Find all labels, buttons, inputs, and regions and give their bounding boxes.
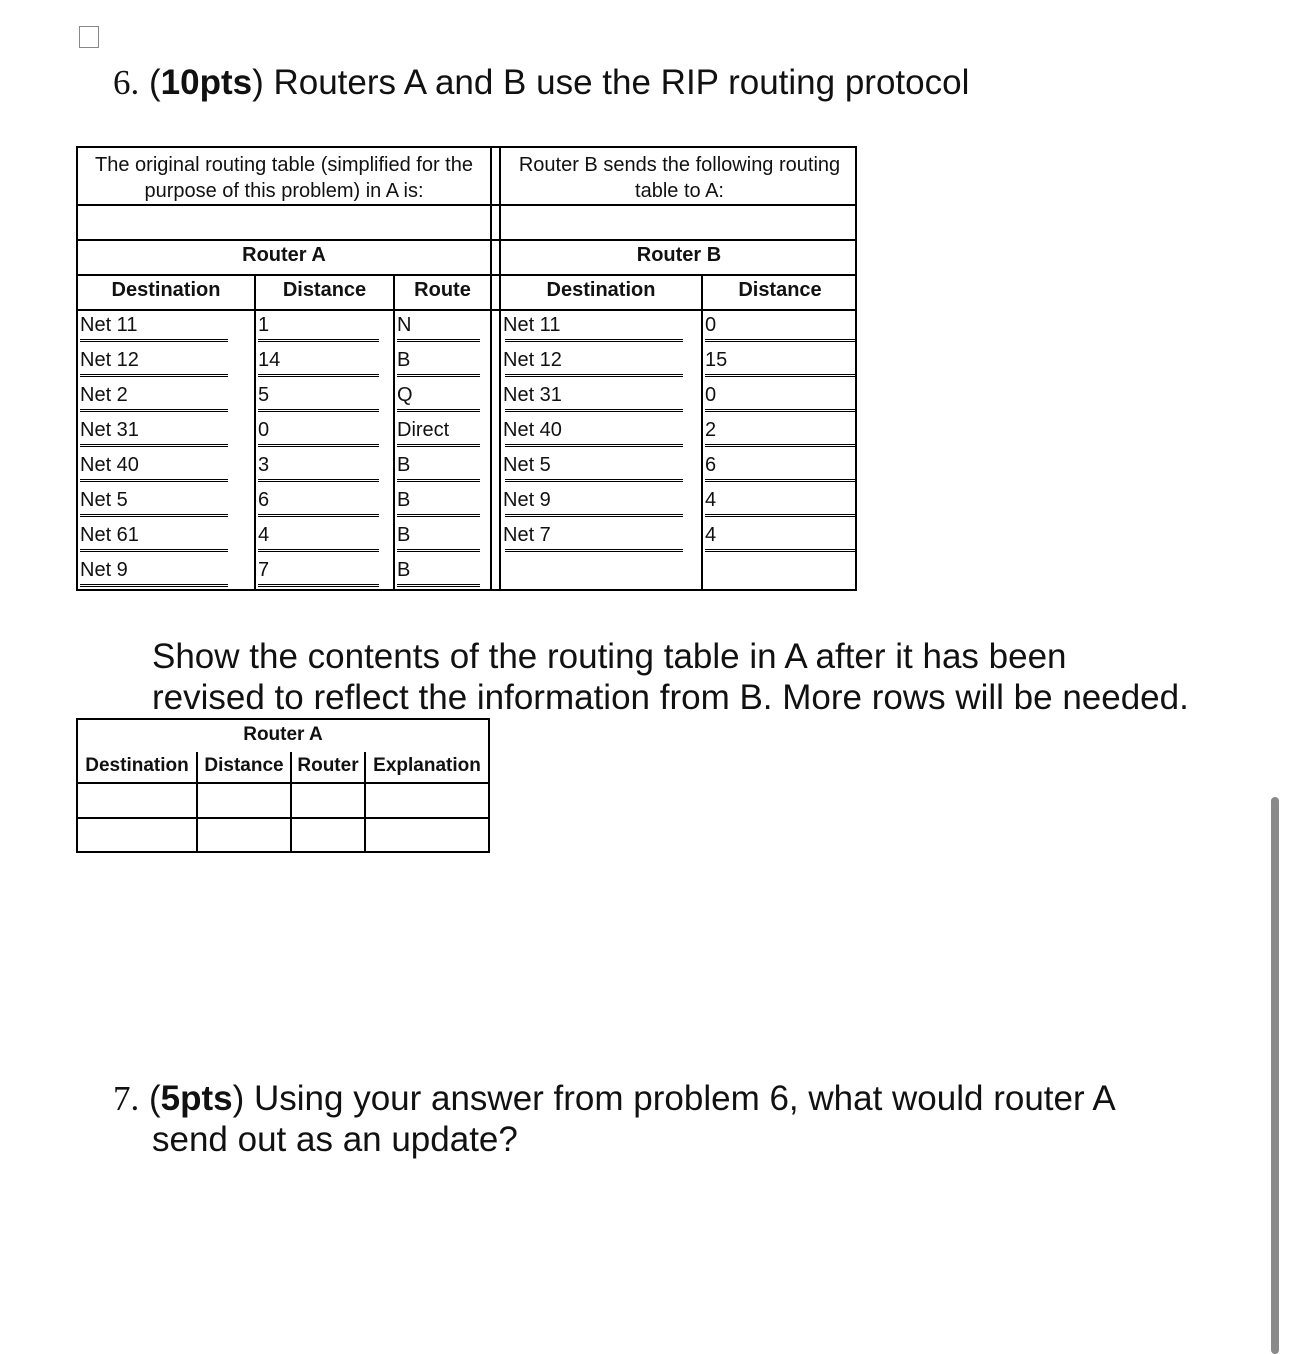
- cell-underline: [705, 549, 855, 552]
- cell-underline: [397, 444, 480, 447]
- cell-underline: [258, 409, 379, 412]
- answer-cell[interactable]: [78, 784, 196, 817]
- router-a-header-route: Route: [414, 279, 471, 301]
- answer-header-explanation: Explanation: [373, 755, 481, 776]
- answer-routing-table: [76, 718, 490, 853]
- router-a-cell: Net 12: [80, 349, 139, 371]
- cell-underline: [258, 514, 379, 517]
- cell-underline: [705, 444, 855, 447]
- answer-cell[interactable]: [198, 819, 290, 851]
- router-a-cell: 1: [258, 314, 270, 336]
- router-b-header-destination: Destination: [546, 279, 656, 301]
- cell-underline: [397, 339, 480, 342]
- question-7-text-line-1: Using your answer from problem 6, what would router A: [244, 1079, 1116, 1118]
- instruction-line-1: Show the contents of the routing table in A after it has been: [152, 637, 1067, 676]
- router-b-cell: 0: [705, 384, 717, 406]
- router-b-cell: 4: [705, 489, 717, 511]
- instruction-line-2: revised to reflect the information from B. More rows will be needed.: [152, 678, 1189, 717]
- cell-underline: [705, 514, 855, 517]
- cell-underline: [505, 549, 683, 552]
- router-a-header-distance: Distance: [282, 279, 367, 301]
- router-a-cell: B: [397, 349, 411, 371]
- cell-underline: [505, 409, 683, 412]
- router-a-cell: 14: [258, 349, 281, 371]
- cell-underline: [505, 514, 683, 517]
- router-a-cell: Net 40: [80, 454, 139, 476]
- cell-underline: [397, 409, 480, 412]
- answer-cell[interactable]: [78, 819, 196, 851]
- cell-underline: [258, 339, 379, 342]
- routing-comparison-table: [76, 146, 857, 591]
- router-a-cell: Net 9: [80, 559, 128, 581]
- answer-header-distance: Distance: [204, 755, 284, 776]
- question-6-text: Routers A and B use the RIP routing protocol: [263, 63, 970, 102]
- cell-underline: [80, 479, 228, 482]
- router-a-cell: Direct: [397, 419, 450, 441]
- router-b-cell: Net 11: [503, 314, 561, 336]
- cell-underline: [397, 479, 480, 482]
- router-b-cell: 0: [705, 314, 717, 336]
- router-b-header-distance: Distance: [738, 279, 822, 301]
- question-6-paren-open: (: [148, 63, 161, 102]
- router-b-cell: 4: [705, 524, 717, 546]
- router-a-cell: Net 61: [80, 524, 139, 546]
- cell-underline: [80, 374, 228, 377]
- router-a-cell: B: [397, 489, 411, 511]
- cell-underline: [80, 584, 228, 587]
- cell-underline: [505, 479, 683, 482]
- router-b-cell: Net 40: [503, 419, 562, 441]
- router-b-cell: Net 5: [503, 454, 551, 476]
- cell-underline: [705, 409, 855, 412]
- question-6-heading: [113, 62, 969, 104]
- cell-underline: [397, 514, 480, 517]
- cell-underline: [258, 549, 379, 552]
- answer-cell[interactable]: [198, 784, 290, 817]
- question-7-points: 5pts: [160, 1079, 233, 1118]
- question-6-number: 6.: [113, 63, 140, 102]
- router-b-caption: Router B sends the following routing table to A:: [518, 154, 841, 202]
- cell-underline: [258, 584, 379, 587]
- cell-underline: [705, 479, 855, 482]
- router-b-cell: Net 9: [503, 489, 551, 511]
- router-a-caption: The original routing table (simplified for the purpose of this problem) in A is:: [95, 154, 473, 202]
- answer-cell[interactable]: [292, 784, 364, 817]
- vertical-scrollbar[interactable]: [1271, 797, 1279, 1354]
- router-a-cell: Net 11: [80, 314, 138, 336]
- router-b-title: Router B: [636, 244, 722, 266]
- cell-underline: [705, 339, 855, 342]
- answer-cell[interactable]: [292, 819, 364, 851]
- cell-underline: [258, 444, 379, 447]
- router-a-cell: N: [397, 314, 412, 336]
- router-a-cell: 6: [258, 489, 270, 511]
- cell-underline: [80, 514, 228, 517]
- router-a-cell: 5: [258, 384, 270, 406]
- cell-underline: [397, 584, 480, 587]
- question-6-paren-close: ): [252, 63, 264, 102]
- router-a-cell: Net 31: [80, 419, 139, 441]
- router-a-cell: 7: [258, 559, 270, 581]
- question-7-text-line-2: send out as an update?: [152, 1120, 518, 1159]
- cell-underline: [397, 374, 480, 377]
- router-b-cell: 6: [705, 454, 717, 476]
- router-a-cell: Net 5: [80, 489, 128, 511]
- router-a-cell: 0: [258, 419, 270, 441]
- answer-table-title: Router A: [243, 724, 323, 745]
- cell-underline: [258, 479, 379, 482]
- router-a-cell: 3: [258, 454, 270, 476]
- question-7-paren-close: ): [232, 1079, 245, 1118]
- router-b-cell: 2: [705, 419, 717, 441]
- router-a-cell: B: [397, 524, 411, 546]
- router-a-cell: B: [397, 559, 411, 581]
- answer-header-router: Router: [297, 755, 359, 776]
- router-a-title: Router A: [242, 244, 326, 266]
- router-a-cell: Q: [397, 384, 413, 406]
- question-7-number: 7.: [113, 1079, 140, 1118]
- router-b-cell: 15: [705, 349, 728, 371]
- answer-cell[interactable]: [366, 819, 488, 851]
- question-6-points: 10pts: [160, 63, 253, 102]
- cell-underline: [80, 549, 228, 552]
- router-a-cell: 4: [258, 524, 270, 546]
- cell-underline: [705, 374, 855, 377]
- cell-underline: [258, 374, 379, 377]
- question-7-paren-open: (: [148, 1079, 161, 1118]
- cell-underline: [505, 444, 683, 447]
- question-checkbox[interactable]: [79, 26, 99, 48]
- answer-cell[interactable]: [366, 784, 488, 817]
- router-a-cell: B: [397, 454, 411, 476]
- router-b-cell: Net 7: [503, 524, 551, 546]
- router-a-cell: Net 2: [80, 384, 128, 406]
- cell-underline: [80, 339, 228, 342]
- answer-header-destination: Destination: [85, 755, 189, 776]
- router-b-cell: Net 12: [503, 349, 562, 371]
- question-7-heading: [113, 1078, 1116, 1120]
- cell-underline: [505, 374, 683, 377]
- router-b-cell: Net 31: [503, 384, 562, 406]
- cell-underline: [397, 549, 480, 552]
- cell-underline: [505, 339, 683, 342]
- router-a-header-destination: Destination: [111, 279, 221, 301]
- cell-underline: [80, 444, 228, 447]
- cell-underline: [80, 409, 228, 412]
